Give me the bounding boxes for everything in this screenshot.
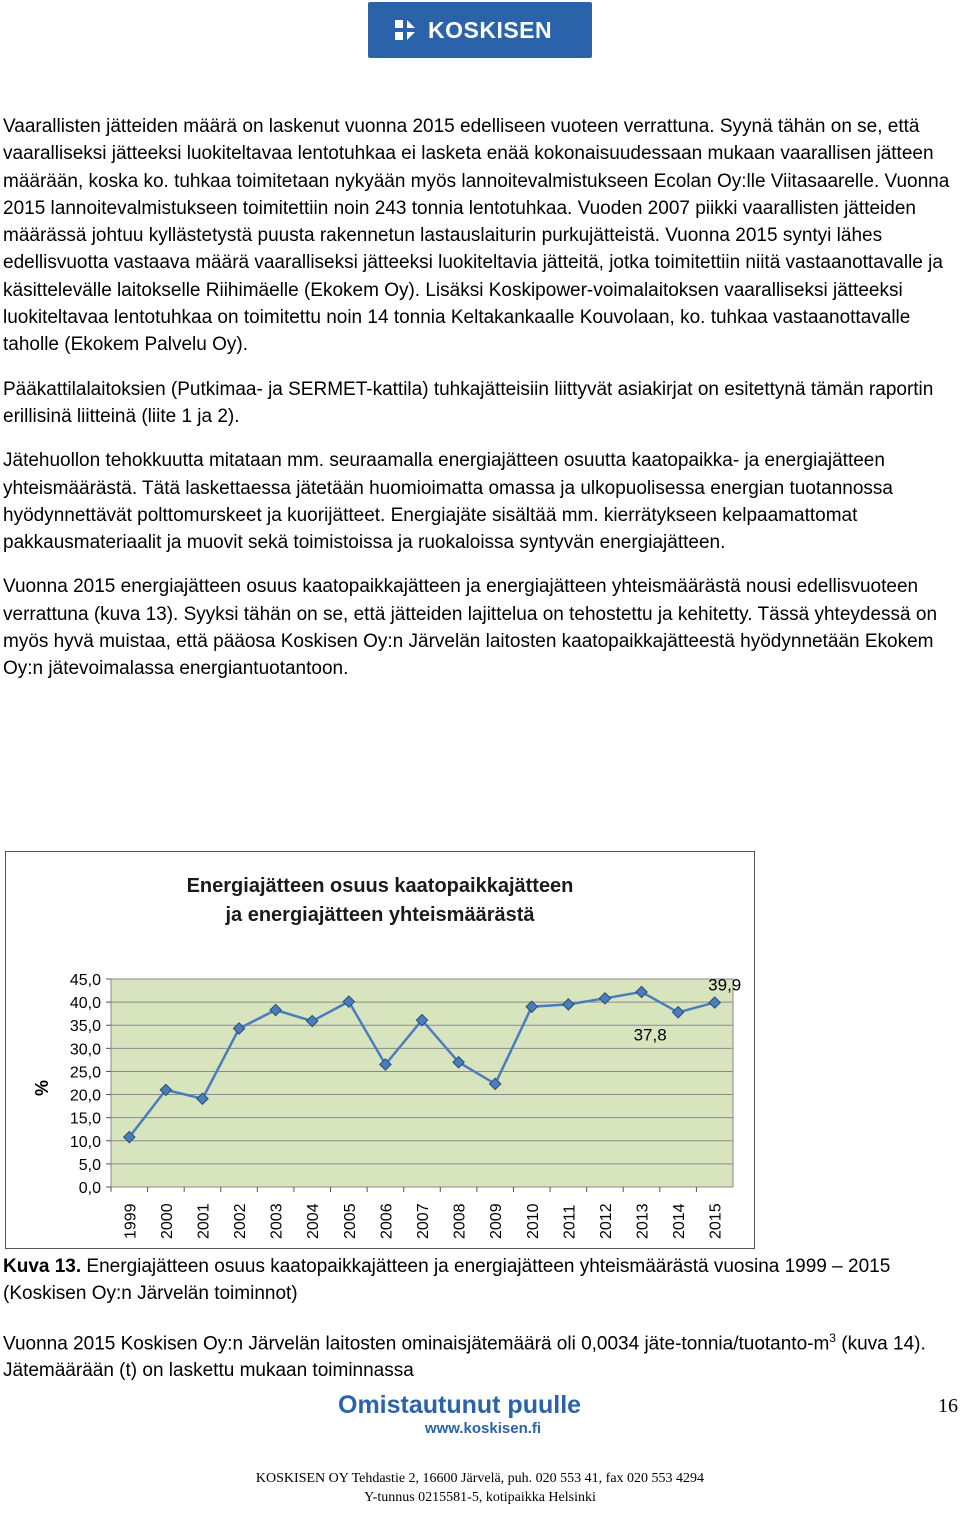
x-tick-label: 2003 — [268, 1203, 286, 1239]
chart-container — [5, 851, 755, 1249]
y-tick-label: 30,0 — [69, 1041, 101, 1059]
y-tick-label: 0,0 — [78, 1180, 101, 1197]
y-tick-label: 25,0 — [69, 1064, 101, 1082]
y-tick-label: 10,0 — [69, 1133, 101, 1151]
plot-area — [111, 979, 733, 1187]
footer-address: KOSKISEN OY Tehdastie 2, 16600 Järvelä, puh. 020 553 41, fax 020 553 4294 — [255, 1471, 705, 1486]
x-tick-label: 2010 — [524, 1203, 542, 1239]
chart-title-line: Energiajätteen osuus kaatopaikkajätteen — [186, 875, 574, 897]
koskisen-logo-icon — [394, 19, 416, 41]
paragraph-specific-waste — [3, 1325, 953, 1385]
x-tick-label: 1999 — [122, 1203, 140, 1239]
y-tick-label: 35,0 — [69, 1018, 101, 1036]
x-tick-label: 2008 — [451, 1203, 469, 1239]
paragraph-efficiency: Jätehuollon tehokkuutta mitataan mm. seuraamalla energiajätteen osuutta kaatopaikka- ja energiajätteen yhteismäärästä. Tätä laskettaessa jätetään huomioimatta omassa ja ulkopuolisessa energian tuotannossa hyödynnettävät polttomurskeet ja kuorijätteet. Energiajäte sisältää mm. kierrätykseen kelpaamattomat pakkausmateriaalit ja muovit sekä toimistoissa ja ruokaloissa syntyvän energiajätteen. — [3, 450, 894, 554]
figure-caption — [3, 1253, 953, 1385]
paragraph-specific-waste-text: Vuonna 2015 Koskisen Oy:n Järvelän laitosten ominaisjätemäärä oli 0,0034 jäte-tonnia/tuotanto-m — [3, 1332, 830, 1354]
y-tick-label: 5,0 — [78, 1156, 101, 1174]
x-tick-label: 2007 — [415, 1203, 432, 1239]
slogan — [338, 1392, 628, 1438]
body-text — [3, 113, 953, 683]
x-tick-label: 2005 — [341, 1203, 359, 1239]
koskisen-logo — [368, 2, 592, 58]
x-tick-label: 2014 — [671, 1203, 689, 1239]
footer-business-id: Y-tunnus 0215581-5, kotipaikka Helsinki — [364, 1490, 596, 1505]
x-tick-label: 2004 — [305, 1203, 323, 1239]
x-tick-label: 2000 — [158, 1203, 176, 1239]
x-tick-label: 2002 — [232, 1203, 250, 1239]
chart-title-line: ja energiajätteen yhteismäärästä — [225, 904, 535, 926]
paragraph-hazardous-waste: Vaarallisten jätteiden määrä on laskenut vuonna 2015 edelliseen vuoteen verrattuna. Syynä tähän on se, että vaaralliseksi jätteeksi luokiteltavaa lentotuhkaa ei lasketa enää kokonaisuudessaan mukaan vaarallisen jätteen määrään, koska ko. tuhkaa toimitetaan nykyään myös lannoitevalmistukseen Ecolan Oy:lle Viitasaarelle. Vuonna 2015 lannoitevalmistukseen toimitettiin noin 243 tonnia lentotuhkaa. Vuoden 2007 piikki vaarallisten jätteiden määrässä johtuu kyllästetystä puusta rakennetun lastauslaiturin purkujätteistä. Vuonna 2015 syntyi lähes edellisvuotta vastaava määrä vaaralliseksi jätteeksi luokiteltavia jätteitä, jotka toimitettiin niitä vastaanottavalle ja käsittelevälle laitokselle Riihimäelle (Ekokem Oy). Lisäksi Koskipower-voimalaitoksen vaaralliseksi jätteeksi luokiteltavaa lentotuhkaa on toimitettu noin 14 tonnia Keltakankaalle Kouvolaan, ko. tuhkaa vastaanottavalle taholle (Ekokem Palvelu Oy). — [3, 116, 950, 356]
website-url[interactable]: www.koskisen.fi — [424, 1420, 542, 1437]
y-tick-label: 20,0 — [69, 1087, 101, 1105]
y-tick-label: 40,0 — [69, 995, 101, 1013]
data-label: 39,9 — [708, 975, 742, 995]
energy-waste-share-chart — [6, 852, 754, 1248]
logo-text: KOSKISEN — [428, 16, 553, 43]
caption-label: Kuva 13. — [3, 1256, 82, 1277]
y-tick-label: 45,0 — [69, 972, 101, 989]
caption-text: Energiajätteen osuus kaatopaikkajätteen ja energiajätteen yhteismäärästä vuosina 1999 – 2015 (Koskisen Oy:n Järvelän toiminnot) — [3, 1256, 891, 1305]
y-axis-label: % — [32, 1079, 52, 1097]
data-label: 37,8 — [633, 1025, 667, 1045]
slogan-text: Omistautunut puulle — [338, 1391, 582, 1419]
paragraph-specific-waste-tail: (kuva 14). Jätemäärään (t) on laskettu mukaan toiminnassa — [3, 1332, 926, 1382]
x-tick-label: 2011 — [561, 1204, 579, 1239]
x-tick-label: 2009 — [488, 1203, 506, 1239]
x-tick-label: 2015 — [707, 1203, 725, 1239]
page-number: 16 — [938, 1395, 958, 1417]
paragraph-ash-documents: Pääkattilalaitoksien (Putkimaa- ja SERMET-kattila) tuhkajätteisiin liittyvät asiakirjat on esitettynä tämän raportin erillisinä liitteinä (liite 1 ja 2). — [3, 378, 934, 427]
superscript-3: 3 — [829, 1330, 836, 1345]
x-tick-label: 2012 — [597, 1203, 615, 1239]
x-tick-label: 2006 — [378, 1203, 396, 1239]
x-tick-label: 2013 — [634, 1203, 652, 1239]
x-tick-label: 2001 — [195, 1203, 213, 1239]
y-tick-label: 15,0 — [69, 1110, 101, 1128]
paragraph-2015-share: Vuonna 2015 energiajätteen osuus kaatopaikkajätteen ja energiajätteen yhteismäärästä nousi edellisvuoteen verrattuna (kuva 13). Syyksi tähän on se, että jätteiden lajittelua on tehostettu ja kehitetty. Tässä yhteydessä on myös hyvä muistaa, että pääosa Koskisen Oy:n Järvelän laitosten kaatopaikkajätteestä hyödynnetään Ekokem Oy:n jätevoimalassa energiantuotantoon. — [3, 576, 938, 680]
